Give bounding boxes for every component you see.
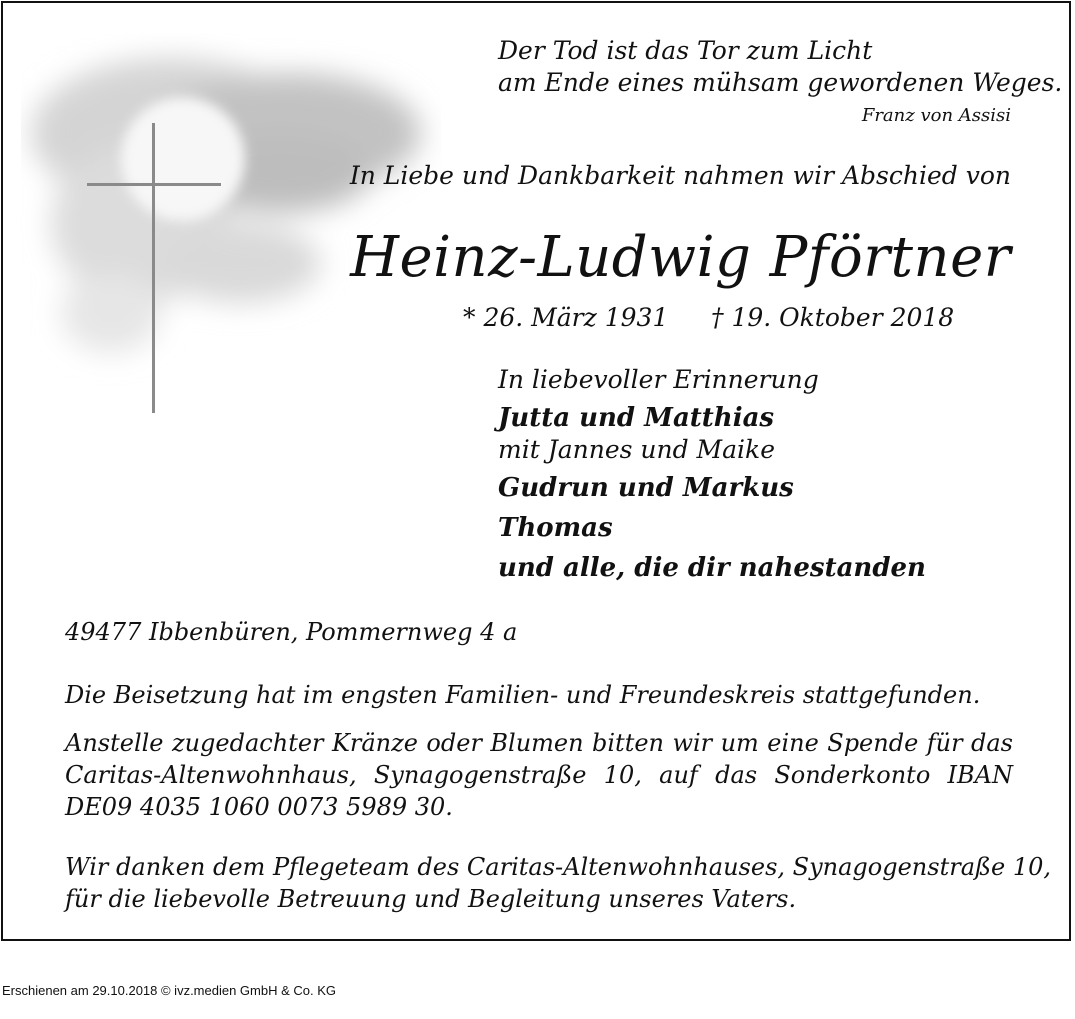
mourner-line-2: mit Jannes und Maike xyxy=(498,435,775,464)
obituary-card xyxy=(1,1,1071,941)
donation-note: Anstelle zugedachter Kränze oder Blumen bitten wir um eine Spende für das Caritas-Altenwohnhaus, Synagogenstraße 10, auf das Sonderkonto IBAN DE09 4035 1060 0073 5989 30. xyxy=(65,729,1013,821)
mourners-heading: In liebevoller Erinnerung xyxy=(498,365,819,394)
birth-date: * 26. März 1931 xyxy=(463,303,669,332)
mourner-line-1: Jutta und Matthias xyxy=(498,403,775,433)
thanks-line-1: Wir danken dem Pflegeteam des Caritas-Altenwohnhauses, Synagogenstraße 10, xyxy=(65,853,1052,881)
deceased-name: Heinz-Ludwig Pförtner xyxy=(350,225,1011,290)
publication-footer: Erschienen am 29.10.2018 © ivz.medien GmbH & Co. KG xyxy=(2,983,337,998)
death-date: † 19. Oktober 2018 xyxy=(711,303,955,332)
mourner-line-3: Gudrun und Markus xyxy=(498,473,794,503)
cross-moon-illustration xyxy=(21,33,441,413)
mourner-line-4: Thomas xyxy=(498,513,613,543)
motto-line-1: Der Tod ist das Tor zum Licht xyxy=(498,36,873,65)
motto-line-2: am Ende eines mühsam gewordenen Weges. xyxy=(498,68,1063,97)
moon-icon xyxy=(121,97,245,221)
motto-author: Franz von Assisi xyxy=(861,105,1011,126)
thanks-line-2: für die liebevolle Betreuung und Begleitung unseres Vaters. xyxy=(65,885,797,913)
cloud-shading xyxy=(31,58,421,353)
address: 49477 Ibbenbüren, Pommernweg 4 a xyxy=(65,618,518,646)
mourner-line-5: und alle, die dir nahestanden xyxy=(498,553,926,583)
intro-text: In Liebe und Dankbarkeit nahmen wir Abschied von xyxy=(349,161,1011,190)
burial-note: Die Beisetzung hat im engsten Familien- und Freundeskreis stattgefunden. xyxy=(65,681,981,709)
